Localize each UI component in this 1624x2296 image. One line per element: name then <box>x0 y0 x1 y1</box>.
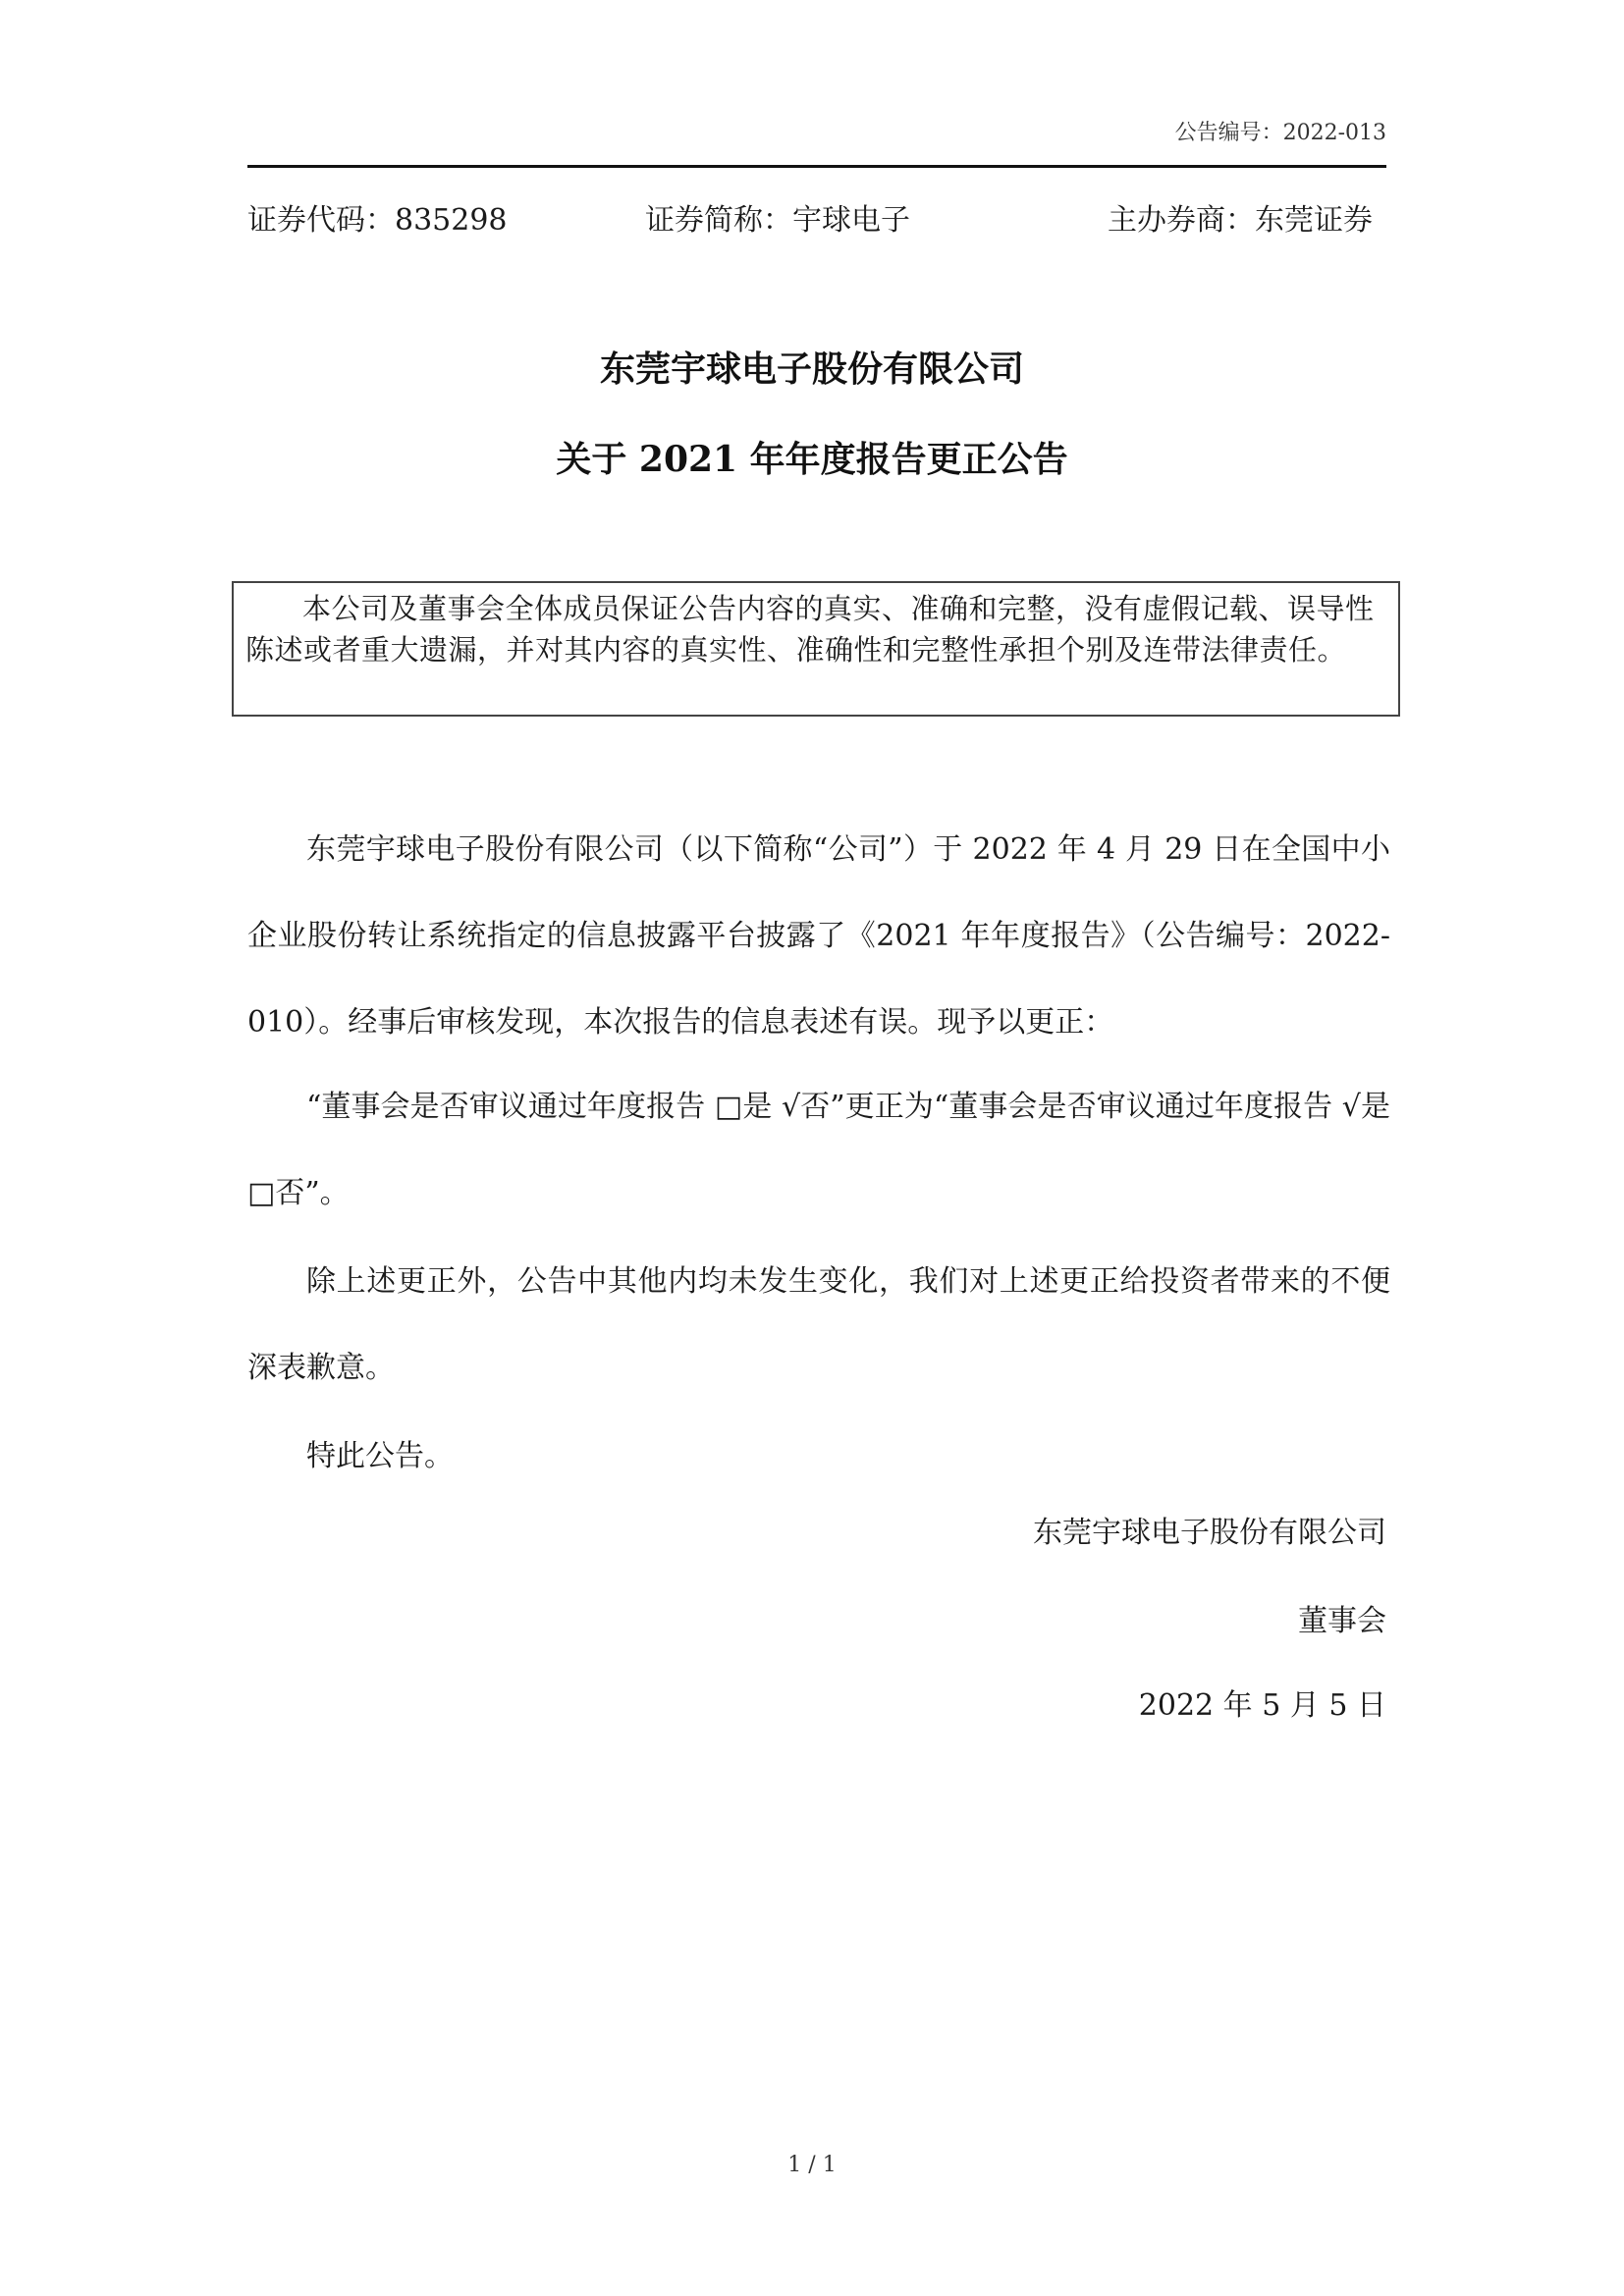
body-paragraph-correction: “董事会是否审议通过年度报告 □是 √否”更正为“董事会是否审议通过年度报告 √是 □否”。 <box>247 1090 1390 1210</box>
signature-company: 东莞宇球电子股份有限公司 <box>1033 1516 1386 1550</box>
document-title-subject: 关于 2021 年年度报告更正公告 <box>556 439 1068 480</box>
body-paragraph-disclosure: 东莞宇球电子股份有限公司（以下简称“公司”）于 2022 年 4 月 29 日在全国中小企业股份转让系统指定的信息披露平台披露了《2021 年年度报告》（公告编号：2022-010）。经事后审核发现，本次报告的信息表述有误。现予以更正： <box>247 832 1390 1040</box>
announcement-number: 公告编号：2022-013 <box>1174 121 1386 145</box>
security-short-name: 证券简称：宇球电子 <box>645 203 910 238</box>
header-divider <box>247 165 1386 168</box>
body-paragraph-closing: 特此公告。 <box>306 1439 454 1473</box>
document-title-company: 东莞宇球电子股份有限公司 <box>599 348 1024 390</box>
body-paragraph-apology: 除上述更正外，公告中其他内均未发生变化，我们对上述更正给投资者带来的不便深表歉意。 <box>247 1264 1390 1385</box>
securities-info-row <box>247 196 1386 245</box>
signature-date: 2022 年 5 月 5 日 <box>1138 1688 1386 1723</box>
lead-broker: 主办券商：东莞证券 <box>1108 203 1373 238</box>
page-number: 1 / 1 <box>787 2153 837 2177</box>
security-code: 证券代码：835298 <box>247 203 508 238</box>
board-declaration-box: 本公司及董事会全体成员保证公告内容的真实、准确和完整，没有虚假记载、误导性陈述或者重大遗漏，并对其内容的真实性、准确性和完整性承担个别及连带法律责任。 <box>232 581 1400 717</box>
signature-board: 董事会 <box>1298 1604 1386 1638</box>
